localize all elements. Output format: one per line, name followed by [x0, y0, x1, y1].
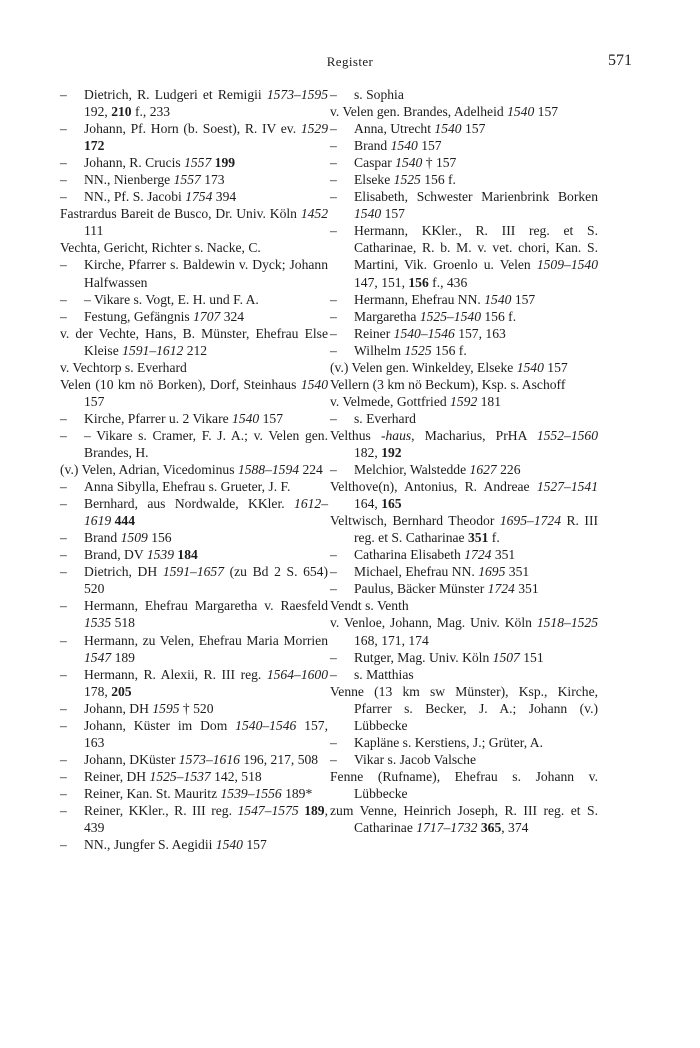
entry-text: 1540–1546: [235, 717, 297, 733]
index-entry: [330, 734, 598, 751]
sub-entry-dash: –: [60, 632, 67, 648]
sub-entry-dash: –: [60, 768, 67, 784]
entry-text: 351: [505, 564, 530, 580]
entry-text: -haus: [380, 427, 412, 443]
sub-entry-dash: –: [60, 291, 67, 307]
entry-text: 1507: [492, 649, 520, 665]
entry-text: 165: [381, 496, 402, 512]
entry-text: s. Matthias: [354, 666, 414, 682]
index-entry: [330, 154, 598, 171]
entry-text: Elseke: [354, 172, 394, 188]
index-entry: [60, 325, 328, 359]
sub-entry-dash: –: [330, 138, 337, 154]
sub-entry-dash: –: [84, 427, 97, 443]
index-entry: [330, 222, 598, 290]
index-entry: [60, 188, 328, 205]
entry-text: Veltwisch, Bernhard Theodor: [330, 513, 500, 529]
index-entry: [60, 171, 328, 188]
index-entry: [330, 563, 598, 580]
entry-text: zum Venne, Heinrich Joseph, R. III reg. et S. Catharinae: [330, 802, 598, 836]
entry-text: Dietrich, DH: [84, 564, 163, 580]
sub-entry-dash: –: [60, 700, 67, 716]
page-number: 571: [608, 52, 632, 69]
index-entry: [330, 427, 598, 461]
sub-entry-dash: –: [60, 717, 67, 733]
entry-text: v. Vechtorp s. Everhard: [60, 359, 187, 375]
sub-entry-dash: –: [60, 530, 67, 546]
sub-entry-dash: –: [330, 87, 337, 102]
entry-text: 156: [147, 530, 172, 546]
entry-text: 1595: [152, 700, 180, 716]
entry-text: 142, 518: [210, 768, 262, 784]
entry-text: 210: [111, 104, 132, 120]
sub-entry-dash: –: [60, 837, 67, 853]
entry-text: Hermann, R. Alexii, R. III reg.: [84, 666, 267, 682]
entry-text: 1592: [450, 393, 478, 409]
index-entry: [330, 768, 598, 802]
entry-text: Fenne (Rufname), Ehefrau s. Johann v. Lübbecke: [330, 768, 598, 801]
sub-entry-dash: –: [60, 547, 67, 563]
index-entry: [330, 393, 598, 410]
entry-text: 168, 171, 174: [354, 632, 429, 648]
entry-text: 324: [220, 308, 245, 324]
entry-text: 157: [534, 104, 559, 120]
entry-text: 157: [417, 138, 442, 154]
index-entry: [330, 666, 598, 683]
entry-text: 151: [519, 649, 544, 665]
entry-text: Hermann, KKler., R. III reg. et S. Catharinae, R. b. M. v. vet. chori, Kan. S. Martini, Vik. Groenlo u. Velen: [354, 223, 598, 273]
index-entry: [60, 120, 328, 154]
entry-text: 157: [381, 206, 405, 222]
sub-entry-dash: –: [60, 87, 67, 102]
entry-text: Elisabeth, Schwester Marienbrink Borken: [354, 189, 598, 205]
index-entry: [330, 614, 598, 648]
entry-text: 1547: [84, 649, 112, 665]
sub-entry-dash: –: [330, 189, 337, 205]
index-entry: [330, 802, 598, 836]
entry-text: 1552–1560: [536, 427, 598, 443]
entry-text: R. III reg. et S. Catharinae: [354, 513, 598, 546]
entry-text: Hermann, Ehefrau Margaretha v. Raesfeld: [84, 598, 328, 614]
entry-text: 172: [84, 138, 105, 154]
entry-text: v. Velmede, Gottfried: [330, 393, 451, 409]
entry-text: 1724: [487, 581, 515, 597]
index-entry: [330, 137, 598, 154]
entry-text: 196, 217, 508: [239, 751, 319, 767]
sub-entry-dash: –: [330, 121, 337, 137]
entry-text: 1525–1537: [149, 768, 211, 784]
entry-text: 1573–1616: [178, 751, 240, 767]
entry-text: Johann, Pf. Horn (b. Soest), R. IV ev.: [84, 121, 301, 137]
entry-text: 189: [304, 802, 325, 818]
sub-entry-dash: –: [330, 462, 337, 478]
entry-text: 1540: [215, 837, 243, 853]
entry-text: 226: [496, 462, 521, 478]
entry-text: 1724: [464, 547, 492, 563]
entry-text: Velen (10 km nö Borken), Dorf, Steinhaus: [60, 376, 301, 392]
sub-entry-dash: –: [330, 666, 337, 682]
entry-text: 1525: [393, 172, 421, 188]
sub-entry-dash: –: [60, 121, 67, 137]
sub-entry-dash: –: [330, 649, 337, 665]
entry-text: s. Everhard: [354, 410, 416, 426]
index-entry: [60, 205, 328, 239]
entry-text: 1573–1595: [266, 87, 328, 102]
index-entry: [60, 410, 328, 427]
entry-text: 157: [84, 393, 105, 409]
index-entry: [330, 580, 598, 597]
entry-text: Vikare s. Vogt, E. H. und F. A.: [93, 291, 259, 307]
entry-text: Anna Sibylla, Ehefrau s. Grueter, J. F.: [84, 479, 291, 495]
index-entry: [60, 768, 328, 785]
entry-text: NN., Jungfer S. Aegidii: [84, 837, 216, 853]
entry-text: 1540: [516, 359, 544, 375]
sub-entry-dash: –: [60, 564, 67, 580]
entry-text: NN., Pf. S. Jacobi: [84, 189, 186, 205]
index-entry: [330, 512, 598, 546]
entry-text: 1509: [120, 530, 148, 546]
entry-text: 173: [200, 172, 225, 188]
sub-entry-dash: –: [60, 410, 67, 426]
entry-text: Kapläne s. Kerstiens, J.; Grüter, A.: [354, 734, 543, 750]
entry-text: Johann, DH: [84, 700, 153, 716]
index-entry: [330, 376, 598, 393]
entry-text: Kirche, Pfarrer s. Baldewin v. Dyck; Johann Halfwassen: [84, 257, 328, 290]
entry-text: , 439: [84, 802, 328, 836]
index-entry: [330, 171, 598, 188]
entry-text: 1612–1619: [84, 496, 328, 529]
entry-text: Hermann, zu Velen, Ehefrau Maria Morrien: [84, 632, 328, 648]
index-entry: [60, 802, 328, 836]
sub-entry-dash: –: [330, 172, 337, 188]
index-entry: [60, 666, 328, 700]
index-entry: [330, 683, 598, 734]
index-entry: [60, 461, 328, 478]
entry-text: 199: [214, 155, 236, 171]
entry-text: Melchior, Walstedde: [354, 462, 470, 478]
entry-text: 189*: [281, 785, 313, 801]
sub-entry-dash: –: [60, 598, 67, 614]
entry-text: 1540: [434, 121, 462, 137]
index-column-left: [60, 86, 328, 853]
entry-text: Reiner, DH: [84, 768, 150, 784]
index-entry: [60, 427, 328, 461]
entry-text: , 374: [501, 820, 529, 836]
index-entry: [330, 597, 598, 614]
entry-text: Vikare s. Cramer, F. J. A.; v. Velen gen. Brandes, H.: [84, 427, 328, 460]
entry-text: Vendt s. Venth: [330, 598, 409, 614]
entry-text: 1540: [232, 410, 260, 426]
entry-text: 224: [299, 462, 323, 478]
entry-text: 1591–1612: [122, 342, 184, 358]
index-entry: [60, 495, 328, 529]
entry-text: Venne (13 km sw Münster), Ksp., Kirche, Pfarrer s. Becker, J. A.; Johann (v.) Lübbecke: [330, 683, 598, 733]
entry-text: Rutger, Mag. Univ. Köln: [354, 649, 493, 665]
entry-text: 1452: [300, 206, 328, 222]
sub-entry-dash: –: [60, 479, 67, 495]
entry-text: Festung, Gefängnis: [84, 308, 194, 324]
entry-text: 157: [461, 121, 486, 137]
sub-entry-dash: –: [60, 155, 67, 171]
index-entry: [60, 563, 328, 597]
entry-text: 1540: [354, 206, 382, 222]
index-entry: [60, 478, 328, 495]
sub-entry-dash: –: [330, 564, 337, 580]
entry-text: 1529: [300, 121, 328, 137]
entry-text: 1707: [193, 308, 221, 324]
entry-text: 189: [111, 649, 135, 665]
index-entry: [60, 239, 328, 256]
entry-text: Fastrardus Bareit de Busco, Dr. Univ. Köln: [60, 206, 301, 222]
entry-text: Brand: [84, 530, 121, 546]
sub-entry-dash: –: [60, 257, 67, 273]
entry-text: (v.) Velen, Adrian, Vicedominus: [60, 462, 238, 478]
entry-text: 1527–1541: [536, 479, 598, 495]
index-entry: [60, 785, 328, 802]
sub-entry-dash: –: [330, 581, 337, 597]
entry-text: Vechta, Gericht, Richter s. Nacke, C.: [60, 240, 261, 256]
entry-text: 1540: [484, 291, 512, 307]
index-entry: [60, 597, 328, 631]
entry-text: 1591–1657: [162, 564, 224, 580]
sub-entry-dash: –: [330, 734, 337, 750]
entry-text: 1539–1556: [220, 785, 282, 801]
entry-text: 205: [111, 683, 132, 699]
entry-text: Johann, R. Crucis: [84, 155, 185, 171]
entry-text: 1540: [300, 376, 328, 392]
entry-text: v. Venloe, Johann, Mag. Univ. Köln: [330, 615, 537, 631]
index-entry: [330, 325, 598, 342]
sub-entry-dash: –: [60, 802, 67, 818]
entry-text: 1557: [184, 155, 212, 171]
entry-text: 212: [183, 342, 208, 358]
sub-entry-dash: –: [60, 189, 67, 205]
entry-text: 1557: [173, 172, 201, 188]
index-entry: [60, 717, 328, 751]
entry-text: 147, 151,: [354, 274, 409, 290]
index-entry: [330, 120, 598, 137]
index-entry: [330, 103, 598, 120]
index-entry: [330, 291, 598, 308]
running-head: Register: [326, 54, 374, 69]
entry-text: 184: [177, 547, 198, 563]
entry-text: 351: [514, 581, 539, 597]
sub-entry-dash: –: [330, 291, 337, 307]
index-entry: [330, 461, 598, 478]
index-entry: [330, 751, 598, 768]
entry-text: 157, 163: [84, 717, 328, 750]
entry-text: 182,: [354, 444, 382, 460]
entry-text: † 520: [179, 700, 214, 716]
entry-text: Reiner: [354, 325, 394, 341]
entry-text: 1754: [185, 189, 213, 205]
index-entry: [330, 342, 598, 359]
index-entry: [60, 836, 328, 853]
entry-text: 157: [259, 410, 284, 426]
entry-text: 156 f.: [431, 342, 467, 358]
entry-text: Michael, Ehefrau NN.: [354, 564, 479, 580]
entry-text: 156: [408, 274, 429, 290]
sub-entry-dash: –: [330, 751, 337, 767]
entry-text: f.: [488, 530, 500, 546]
entry-text: 1695–1724: [499, 513, 561, 529]
entry-text: 1588–1594: [237, 462, 300, 478]
entry-text: 1518–1525: [536, 615, 598, 631]
index-entry: [60, 291, 328, 308]
entry-text: 156 f.: [420, 172, 456, 188]
index-entry: [330, 649, 598, 666]
entry-text: 1540: [395, 155, 423, 171]
entry-text: v. Velen gen. Brandes, Adelheid: [330, 104, 508, 120]
sub-entry-dash: –: [60, 172, 67, 188]
entry-text: 444: [114, 513, 135, 529]
sub-entry-dash: –: [60, 751, 67, 767]
sub-entry-dash: –: [330, 308, 337, 324]
entry-text: Johann, Küster im Dom: [84, 717, 236, 733]
sub-entry-dash: –: [60, 427, 67, 443]
index-entry: [330, 359, 598, 376]
entry-text: 1540: [390, 138, 418, 154]
index-entry: [330, 478, 598, 512]
entry-text: 164,: [354, 496, 382, 512]
entry-text: f., 233: [131, 104, 171, 120]
entry-text: 1539: [146, 547, 174, 563]
index-entry: [60, 751, 328, 768]
entry-text: 1540: [507, 104, 535, 120]
sub-entry-dash: –: [330, 547, 337, 563]
entry-text: 1627: [469, 462, 497, 478]
entry-text: Reiner, KKler., R. III reg.: [84, 802, 238, 818]
sub-entry-dash: –: [60, 785, 67, 801]
entry-text: 157, 163: [454, 325, 506, 341]
entry-text: s. Sophia: [354, 87, 404, 102]
sub-entry-dash: –: [330, 342, 337, 358]
entry-text: 178,: [84, 683, 112, 699]
sub-entry-dash: –: [60, 308, 67, 324]
sub-entry-dash: –: [84, 291, 94, 307]
entry-text: Velthus: [330, 427, 381, 443]
index-entry: [330, 86, 598, 103]
entry-text: Margaretha: [354, 308, 420, 324]
entry-text: Bernhard, aus Nordwalde, KKler.: [84, 496, 295, 512]
entry-text: Kirche, Pfarrer u. 2 Vikare: [84, 410, 233, 426]
entry-text: Vellern (3 km nö Beckum), Ksp. s. Aschoff: [330, 376, 566, 392]
entry-text: v. der Vechte, Hans, B. Münster, Ehefrau Else Kleise: [60, 325, 328, 358]
entry-text: 192: [381, 444, 402, 460]
page-header: [60, 52, 640, 74]
entry-text: 365: [480, 820, 502, 836]
sub-entry-dash: –: [330, 410, 337, 426]
entry-text: 518: [111, 615, 135, 631]
index-entry: [60, 86, 328, 120]
entry-text: Brand: [354, 138, 391, 154]
sub-entry-dash: –: [330, 155, 337, 171]
entry-text: 1525: [404, 342, 432, 358]
entry-text: Reiner, Kan. St. Mauritz: [84, 785, 221, 801]
entry-text: Paulus, Bäcker Münster: [354, 581, 488, 597]
entry-text: Brand, DV: [84, 547, 147, 563]
entry-text: 1509–1540: [536, 257, 598, 273]
entry-text: Hermann, Ehefrau NN.: [354, 291, 485, 307]
entry-text: Dietrich, R. Ludgeri et Remigii: [84, 87, 267, 102]
sub-entry-dash: –: [330, 223, 337, 239]
entry-text: Wilhelm: [354, 342, 405, 358]
entry-text: 1717–1732: [416, 820, 478, 836]
entry-text: Vikar s. Jacob Valsche: [354, 751, 476, 767]
index-entry: [330, 188, 598, 222]
entry-text: 1540–1546: [393, 325, 455, 341]
index-entry: [60, 529, 328, 546]
entry-text: 156 f.: [480, 308, 517, 324]
entry-text: † 157: [422, 155, 457, 171]
entry-text: NN., Nienberge: [84, 172, 174, 188]
entry-text: 1547–1575: [237, 802, 299, 818]
entry-text: Johann, DKüster: [84, 751, 179, 767]
entry-text: 1525–1540: [419, 308, 481, 324]
index-entry: [60, 376, 328, 410]
index-entry: [60, 632, 328, 666]
entry-text: f., 436: [428, 274, 468, 290]
entry-text: 394: [212, 189, 237, 205]
sub-entry-dash: –: [330, 325, 337, 341]
index-column-right: [330, 86, 598, 836]
index-entry: [60, 700, 328, 717]
entry-text: Velthove(n), Antonius, R. Andreae: [330, 479, 537, 495]
index-entry: [60, 154, 328, 171]
entry-text: 111: [84, 223, 104, 239]
entry-text: , Macharius, PrHA: [411, 427, 537, 443]
sub-entry-dash: –: [60, 496, 67, 512]
entry-text: (zu Bd 2 S. 654) 520: [84, 564, 329, 597]
entry-text: Caspar: [354, 155, 396, 171]
index-entry: [330, 410, 598, 427]
entry-text: Catharina Elisabeth: [354, 547, 465, 563]
entry-text: 351: [491, 547, 516, 563]
entry-text: 157: [511, 291, 536, 307]
index-entry: [60, 256, 328, 290]
entry-text: (v.) Velen gen. Winkeldey, Elseke: [330, 359, 517, 375]
index-entry: [60, 308, 328, 325]
index-entry: [330, 546, 598, 563]
entry-text: 192,: [84, 104, 112, 120]
entry-text: 1695: [478, 564, 506, 580]
entry-text: 351: [468, 530, 489, 546]
index-entry: [60, 359, 328, 376]
entry-text: 1564–1600: [266, 666, 328, 682]
index-entry: [60, 546, 328, 563]
entry-text: 157: [242, 837, 267, 853]
index-entry: [330, 308, 598, 325]
entry-text: Anna, Utrecht: [354, 121, 435, 137]
entry-text: 1535: [84, 615, 112, 631]
entry-text: 157: [543, 359, 568, 375]
entry-text: 181: [477, 393, 502, 409]
sub-entry-dash: –: [60, 666, 67, 682]
